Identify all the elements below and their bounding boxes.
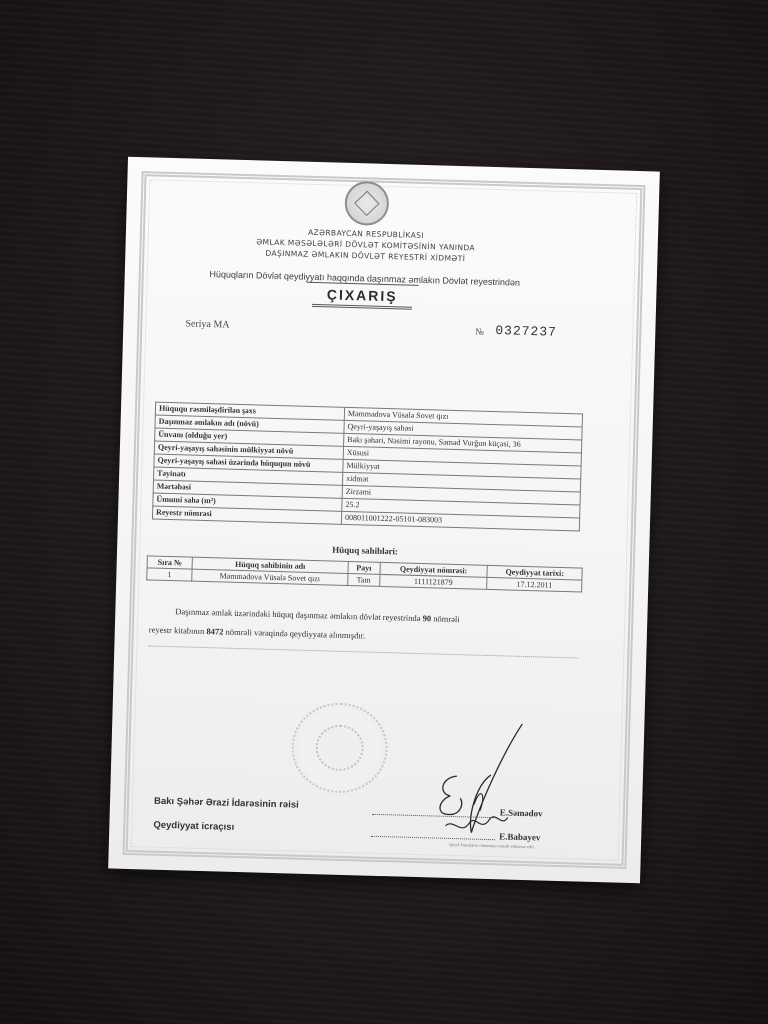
document-title: ÇIXARIŞ xyxy=(312,286,413,310)
info-label: Ünvanı (olduğu yer) xyxy=(155,428,344,446)
info-label: Daşınmaz əmlakın adı (növü) xyxy=(155,415,344,433)
info-label: Qeyri-yaşayış sahəsinin mülkiyyət növü xyxy=(154,441,343,459)
info-label: Qeyri-yaşayış sahəsi üzərində hüququn növü xyxy=(154,454,343,472)
info-value: Mülkiyyət xyxy=(343,459,581,479)
owners-title: Hüquq sahibləri: xyxy=(332,544,399,557)
owners-column-header: Hüquq sahibinin adı xyxy=(192,557,348,573)
info-label: Ümumi sahə (m²) xyxy=(153,493,342,511)
small-print: Qeyd: İmzaların olmaması sənədi etibarsız edir xyxy=(448,841,535,850)
handwritten-signature xyxy=(409,713,543,850)
document-subtitle: Hüquqların Dövlət qeydiyyatı haqqında daşınmaz əmlakın Dövlət reyestrindən xyxy=(209,269,521,288)
info-value: Zirzəmi xyxy=(342,485,580,505)
info-value: Məmmədova Vüsalə Sovet qızı xyxy=(344,407,582,427)
info-value: 25.2 xyxy=(342,498,580,518)
signer-role-1: Bakı Şəhər Ərazi İdarəsinin rəisi xyxy=(153,795,299,811)
signer-name-2: E.Babayev xyxy=(499,831,541,843)
owners-column-header: Payı xyxy=(348,562,380,575)
signer-name-1: E.Səmədov xyxy=(499,807,543,819)
owners-column-header: Sıra № xyxy=(147,556,193,569)
owners-cell: Məmmədova Vüsalə Sovet qızı xyxy=(192,569,348,585)
note-number: 8472 xyxy=(206,626,224,637)
info-value: Bakı şəhəri, Nəsimi rayonu, Səməd Vurğun küçəsi, 36 xyxy=(344,433,582,453)
owners-column-header: Qeydiyyat tarixi: xyxy=(487,565,582,580)
header-line-3: DAŞINMAZ ƏMLAKIN DÖVLƏT REYESTRİ XİDMƏTİ xyxy=(265,248,466,264)
owners-column-header: Qeydiyyat nömrəsi: xyxy=(380,562,488,577)
owners-cell: 1111121879 xyxy=(379,574,487,589)
certificate-paper xyxy=(108,157,660,884)
info-label: Hüququ rəsmiləşdirilən şəxs xyxy=(155,402,344,420)
certificate-number: 0327237 xyxy=(495,323,558,340)
info-value: Xüsusi xyxy=(343,446,581,466)
signer-role-2: Qeydiyyat icraçısı xyxy=(153,819,235,833)
note-part: nömrəli xyxy=(433,613,460,625)
series-label: Seriya MA xyxy=(185,318,230,331)
info-value: xidmət xyxy=(342,472,580,492)
info-value: Qeyri-yaşayış sahəsi xyxy=(344,420,582,440)
number-sign: № xyxy=(475,326,485,337)
note-part: Daşınmaz əmlak üzərindəki hüquq daşınmaz əmlakın dövlət reyestrində xyxy=(175,606,421,624)
info-label: Reyestr nömrəsi xyxy=(152,506,341,524)
owners-cell: 17.12.2011 xyxy=(487,577,582,592)
header-line-1: AZƏRBAYCAN RESPUBLİKASI xyxy=(307,227,425,241)
owners-cell: Tam xyxy=(347,574,379,587)
info-value: 008011001222-05101-083003 xyxy=(341,511,579,531)
info-label: Təyinatı xyxy=(154,467,343,485)
info-label: Mərtəbəsi xyxy=(153,480,342,498)
owners-cell: 1 xyxy=(147,568,193,581)
header-line-2: ƏMLAK MƏSƏLƏLƏRİ DÖVLƏT KOMİTƏSİNİN YANINDA xyxy=(256,237,476,253)
note-number: 90 xyxy=(422,613,432,624)
note-part: reyestr kitabının xyxy=(148,624,205,637)
note-part: nömrəli vərəqində qeydiyyata alınmışdır. xyxy=(225,626,366,641)
property-info-table xyxy=(152,402,583,532)
